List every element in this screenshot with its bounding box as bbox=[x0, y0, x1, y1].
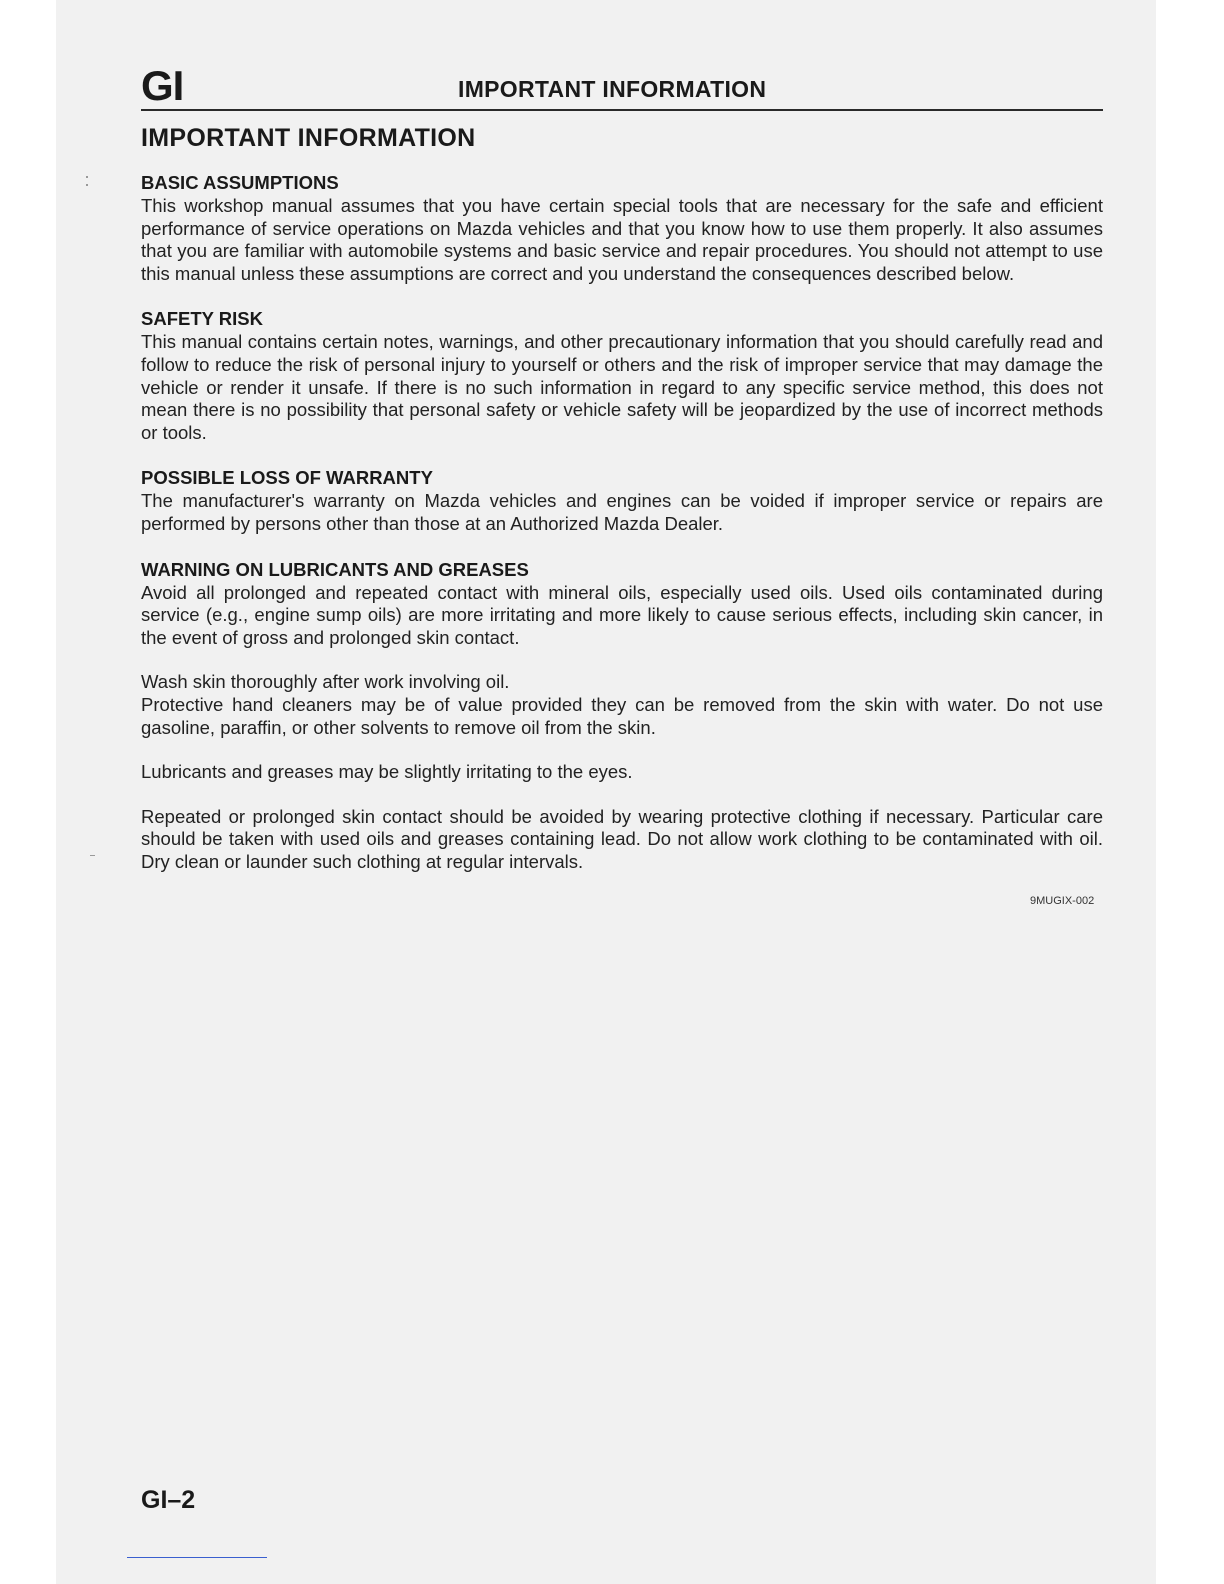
section-safety-risk bbox=[141, 307, 1103, 444]
document-body bbox=[141, 171, 1103, 895]
paragraph: The manufacturer's warranty on Mazda vehicles and engines can be voided if improper service or repairs are performed by persons other than those at an Authorized Mazda Dealer. bbox=[141, 490, 1103, 534]
paragraph-gap bbox=[141, 784, 1103, 806]
section-warranty bbox=[141, 466, 1103, 535]
scan-speck bbox=[90, 855, 95, 856]
paragraph: This manual contains certain notes, warnings, and other precautionary information that you should carefully read and follow to reduce the risk of personal injury to yourself or others and the risk of improper service that may damage the vehicle or render it unsafe. If there is no such information in regard to any specific service method, this does not mean there is no possibility that personal safety or vehicle safety will be jeopardized by the use of incorrect methods or tools. bbox=[141, 331, 1103, 443]
paragraph: Lubricants and greases may be slightly irritating to the eyes. bbox=[141, 761, 633, 783]
section-code: GI bbox=[141, 62, 184, 109]
paragraph: Repeated or prolonged skin contact should be avoided by wearing protective clothing if necessary. Particular care should be taken with used oils and greases containing lead. Do not allow work clothing to be contaminated with oil. Dry clean or launder such clothing at regular intervals. bbox=[141, 805, 1103, 872]
bottom-rule bbox=[127, 1557, 267, 1558]
scan-speck bbox=[86, 176, 88, 178]
page-number: GI–2 bbox=[141, 1486, 196, 1514]
running-header-title: IMPORTANT INFORMATION bbox=[458, 76, 767, 102]
page-title: IMPORTANT INFORMATION bbox=[141, 124, 476, 152]
paragraph: Avoid all prolonged and repeated contact with mineral oils, especially used oils. Used oils contaminated during service (e.g., engine sump oils) are more irritating and more likely to cause serious effects, including skin cancer, in the event of gross and prolonged skin contact. bbox=[141, 581, 1103, 648]
paragraph: Wash skin thoroughly after work involving oil. bbox=[141, 671, 510, 693]
paragraph-gap bbox=[141, 649, 1103, 671]
page-margin-right bbox=[1156, 0, 1224, 1584]
paragraph: Protective hand cleaners may be of value provided they can be removed from the skin with water. Do not use gasoline, paraffin, or other solvents to remove oil from the skin. bbox=[141, 693, 1103, 738]
section-heading: POSSIBLE LOSS OF WARRANTY bbox=[141, 467, 433, 489]
section-heading: SAFETY RISK bbox=[141, 308, 263, 330]
reference-code: 9MUGIX-002 bbox=[1030, 895, 1095, 907]
scan-speck bbox=[86, 184, 88, 186]
section-heading: BASIC ASSUMPTIONS bbox=[141, 172, 339, 193]
section-lubricants bbox=[141, 558, 1103, 874]
paragraph: This workshop manual assumes that you have certain special tools that are necessary for the safe and efficient performance of service operations on Mazda vehicles and that you know how to use them properly. It also assumes that you are familiar with automobile systems and basic service and repair procedures. You should not attempt to use this manual unless these assumptions are correct and you understand the consequences described below. bbox=[141, 195, 1103, 284]
header-rule bbox=[141, 109, 1103, 111]
paragraph-gap bbox=[141, 739, 1103, 761]
section-heading: WARNING ON LUBRICANTS AND GREASES bbox=[141, 558, 529, 580]
section-basic-assumptions bbox=[141, 171, 1103, 285]
